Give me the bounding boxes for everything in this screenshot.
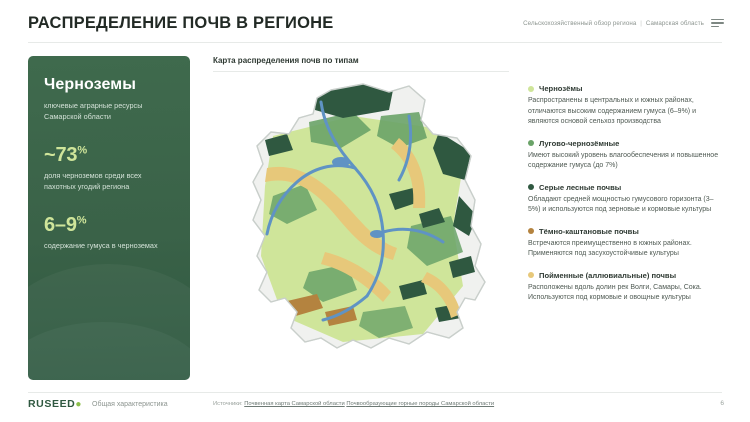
source-link-soil-map[interactable]: Почвенная карта Самарской области [244, 401, 345, 407]
legend-swatch-icon [528, 184, 534, 190]
legend-item-dark-chestnut[interactable] [528, 227, 724, 260]
stat-value [44, 214, 174, 237]
soil-distribution-map[interactable] [213, 76, 515, 376]
menu-icon[interactable] [711, 19, 724, 28]
menu-icon-line [711, 26, 719, 27]
breadcrumb-separator: | [640, 20, 642, 27]
footer-sources [213, 401, 494, 407]
legend-swatch-icon [528, 228, 534, 234]
legend-title: Лугово-чернозёмные [539, 138, 620, 148]
legend-title: Серые лесные почвы [539, 182, 622, 192]
legend-title: Пойменные (аллювиальные) почвы [539, 270, 677, 280]
stat-label: доля черноземов среди всех пахотных угодий региона [44, 171, 142, 191]
header-divider [28, 42, 722, 43]
legend-item-grey-forest[interactable] [528, 183, 724, 216]
legend-swatch-icon [528, 272, 534, 278]
legend-description: Расположены вдоль долин рек Волги, Самары, Сока. Используются под кормовые и овощные культуры [528, 283, 702, 301]
map-caption: Карта распределения почв по типам [213, 56, 359, 65]
sources-prefix: Источники: [213, 401, 243, 407]
legend-description: Обладают средней мощностью гумусового горизонта (3–5%) и используются под зерновые и кормовые культуры [528, 195, 714, 213]
legend-item-floodplain[interactable] [528, 271, 724, 304]
footer-divider [28, 392, 722, 393]
page-header [0, 0, 750, 44]
legend-title: Тёмно-каштановые почвы [539, 226, 639, 236]
menu-icon-line [711, 19, 724, 20]
breadcrumb [523, 20, 704, 27]
stat-number: 6–9 [44, 214, 77, 237]
card-subtitle: ключевые аграрные ресурсы Самарской области [44, 101, 143, 121]
highlight-card [28, 56, 190, 380]
stat-unit: % [77, 144, 87, 157]
stat-number: ~73 [44, 144, 78, 167]
legend-title: Чернозёмы [539, 84, 583, 93]
card-title: Черноземы [44, 76, 136, 93]
stat-block-humus [44, 214, 174, 252]
brand-logo [28, 398, 82, 410]
breadcrumb-item-overview: Сельскохозяйственный обзор региона [523, 20, 637, 27]
legend-swatch-icon [528, 86, 534, 92]
menu-icon-line [711, 22, 724, 23]
stat-unit: % [76, 214, 87, 227]
stat-block-chernozem-share [44, 144, 174, 192]
legend-description: Распространены в центральных и южных районах, отличаются высоким содержанием гумуса (6–9%) и являются основой сельхоз производства [528, 97, 696, 125]
legend-swatch-icon [528, 140, 534, 146]
brand-logo-dot-icon: ● [75, 399, 82, 410]
legend-item-lugovo-chernozem[interactable] [528, 139, 724, 172]
map-legend [528, 84, 724, 315]
legend-description: Встречаются преимущественно в южных районах. Применяются под засухоустойчивые культуры [528, 239, 692, 257]
breadcrumb-item-region: Самарская область [645, 20, 704, 27]
footer-section-label: Общая характеристика [92, 401, 168, 408]
map-divider [213, 71, 509, 72]
legend-description: Имеют высокий уровень влагообеспечения и повышенное содержание гумуса (до 7%) [528, 151, 719, 169]
source-link-parent-rocks[interactable]: Почвообразующие горные породы Самарской области [346, 401, 495, 407]
page-number: 6 [720, 400, 724, 407]
stat-value [44, 144, 174, 167]
page-title: РАСПРЕДЕЛЕНИЕ ПОЧВ В РЕГИОНЕ [28, 14, 334, 32]
stat-label: содержание гумуса в черноземах [44, 241, 158, 251]
brand-logo-text: RUSEED [28, 398, 76, 410]
legend-item-chernozem[interactable] [528, 84, 724, 128]
